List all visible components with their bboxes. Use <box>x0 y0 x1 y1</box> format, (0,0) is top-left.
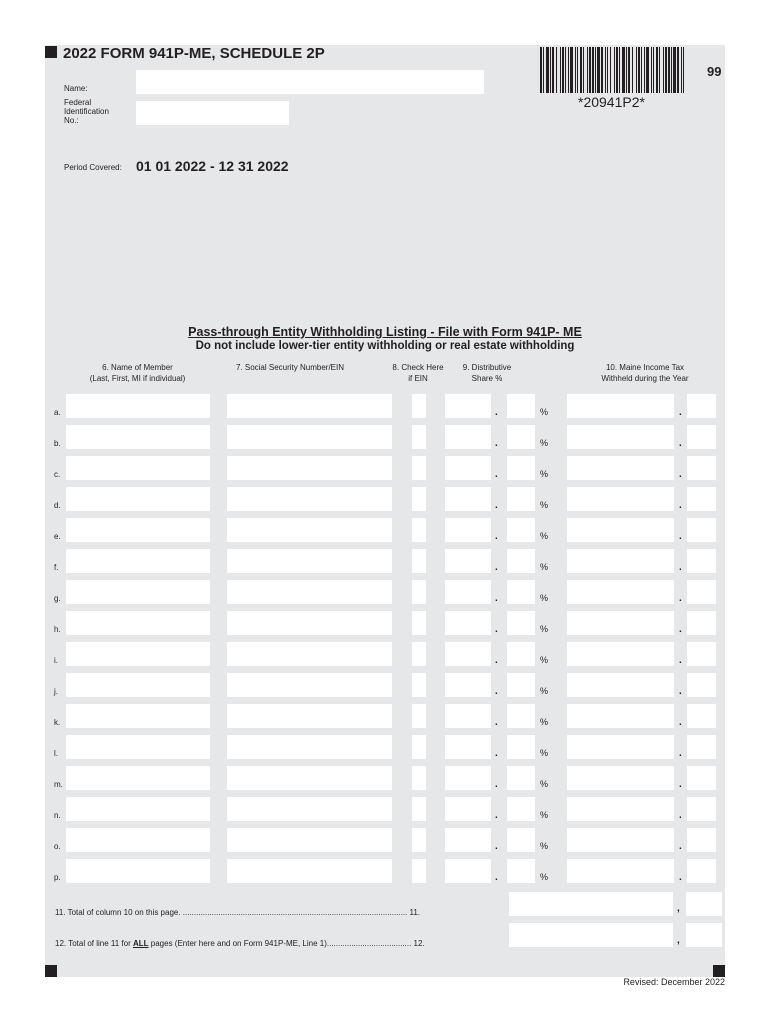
ssn-ein-field[interactable] <box>227 673 392 697</box>
barcode-bar <box>540 47 542 93</box>
line-11-label: 11. Total of column 10 on this page. ..................................................................................................... 11. <box>55 908 421 917</box>
barcode-bar <box>587 47 588 93</box>
barcode-bar <box>568 47 569 93</box>
ssn-ein-field[interactable] <box>227 456 392 480</box>
withheld-dollars-field[interactable] <box>567 425 674 449</box>
withheld-cents-field[interactable] <box>687 518 716 542</box>
withheld-cents-field[interactable] <box>687 735 716 759</box>
table-row <box>0 673 770 699</box>
percent-sign: % <box>540 407 549 417</box>
table-row <box>0 859 770 885</box>
withheld-decimal-point: . <box>679 531 682 542</box>
barcode-bar <box>550 47 551 93</box>
barcode-bar <box>589 47 591 93</box>
percent-sign: % <box>540 562 549 572</box>
withheld-dollars-field[interactable] <box>567 518 674 542</box>
share-decimal-point: . <box>495 438 498 449</box>
share-fraction-field[interactable] <box>507 487 535 511</box>
withheld-cents-field[interactable] <box>687 766 716 790</box>
barcode-bar <box>556 47 557 93</box>
registration-mark-bottom-right <box>713 965 725 977</box>
member-name-field[interactable] <box>66 611 210 635</box>
withheld-decimal-point: . <box>679 748 682 759</box>
share-whole-field[interactable] <box>445 580 491 604</box>
withheld-dollars-field[interactable] <box>567 642 674 666</box>
percent-sign: % <box>540 624 549 634</box>
withheld-decimal-point: . <box>679 872 682 883</box>
barcode-bar <box>601 47 603 93</box>
share-decimal-point: . <box>495 531 498 542</box>
member-name-field[interactable] <box>66 549 210 573</box>
row-letter: g. <box>54 594 61 603</box>
barcode-bar <box>614 47 615 93</box>
line-12-suffix: pages (Enter here and on Form 941P-ME, Line 1)...................................... 12. <box>148 939 425 948</box>
barcode-bar <box>543 47 544 93</box>
ssn-ein-field[interactable] <box>227 704 392 728</box>
fein-label <box>64 98 109 125</box>
percent-sign: % <box>540 810 549 820</box>
table-row <box>0 456 770 482</box>
share-decimal-point: . <box>495 500 498 511</box>
share-decimal-point: . <box>495 562 498 573</box>
share-fraction-field[interactable] <box>507 642 535 666</box>
share-whole-field[interactable] <box>445 735 491 759</box>
share-fraction-field[interactable] <box>507 456 535 480</box>
withheld-dollars-field[interactable] <box>567 673 674 697</box>
line-12-prefix: 12. Total of line 11 for <box>55 939 133 948</box>
withheld-decimal-point: . <box>679 407 682 418</box>
withheld-cents-field[interactable] <box>687 580 716 604</box>
row-letter: a. <box>54 408 61 417</box>
row-letter: p. <box>54 873 61 882</box>
barcode-bar <box>605 47 606 93</box>
row-letter: e. <box>54 532 61 541</box>
fein-label-line2: Identification <box>64 107 109 116</box>
name-label: Name: <box>64 84 88 93</box>
ssn-ein-field[interactable] <box>227 611 392 635</box>
barcode-bar <box>595 47 596 93</box>
share-fraction-field[interactable] <box>507 735 535 759</box>
member-name-field[interactable] <box>66 704 210 728</box>
barcode-bar <box>575 47 576 93</box>
withheld-dollars-field[interactable] <box>567 456 674 480</box>
line-11-dollars-field[interactable] <box>509 892 673 916</box>
barcode-bar <box>560 47 561 93</box>
percent-sign: % <box>540 779 549 789</box>
barcode-bar <box>565 47 566 93</box>
share-decimal-point: . <box>495 655 498 666</box>
share-fraction-field[interactable] <box>507 580 535 604</box>
member-name-field[interactable] <box>66 673 210 697</box>
table-row <box>0 580 770 606</box>
barcode-bar <box>671 47 672 93</box>
column-9-title: 9. Distributive <box>462 363 512 372</box>
table-row <box>0 487 770 513</box>
withheld-dollars-field[interactable] <box>567 580 674 604</box>
member-name-field[interactable] <box>66 425 210 449</box>
barcode-bar <box>632 47 633 93</box>
barcode-bar <box>646 47 649 93</box>
withheld-dollars-field[interactable] <box>567 859 674 883</box>
barcode-bar <box>659 47 660 93</box>
period-covered-label: Period Covered: <box>64 163 122 172</box>
barcode-bar <box>622 47 625 93</box>
withheld-cents-field[interactable] <box>687 549 716 573</box>
withheld-cents-field[interactable] <box>687 487 716 511</box>
share-fraction-field[interactable] <box>507 828 535 852</box>
withheld-dollars-field[interactable] <box>567 797 674 821</box>
member-name-field[interactable] <box>66 580 210 604</box>
barcode-bar <box>656 47 658 93</box>
column-8-header <box>387 362 449 384</box>
withheld-decimal-point: . <box>679 593 682 604</box>
row-letter: c. <box>54 470 61 479</box>
column-6-header <box>70 362 205 384</box>
barcode-bar <box>638 47 640 93</box>
ein-checkbox[interactable] <box>412 704 426 728</box>
percent-sign: % <box>540 655 549 665</box>
share-fraction-field[interactable] <box>507 797 535 821</box>
withheld-decimal-point: . <box>679 717 682 728</box>
fein-label-line3: No.: <box>64 116 79 125</box>
percent-sign: % <box>540 686 549 696</box>
ein-checkbox[interactable] <box>412 611 426 635</box>
table-row <box>0 704 770 730</box>
percent-sign: % <box>540 841 549 851</box>
table-row <box>0 828 770 854</box>
period-covered-value: 01 01 2022 - 12 31 2022 <box>136 158 289 174</box>
withheld-decimal-point: . <box>679 779 682 790</box>
barcode-text: *20941P2* <box>578 94 645 110</box>
row-letter: l. <box>54 749 58 758</box>
ein-checkbox[interactable] <box>412 735 426 759</box>
ssn-ein-field[interactable] <box>227 425 392 449</box>
line-12-decimal: , <box>677 935 680 946</box>
barcode-bar <box>651 47 652 93</box>
member-name-field[interactable] <box>66 487 210 511</box>
share-whole-field[interactable] <box>445 611 491 635</box>
withheld-cents-field[interactable] <box>687 642 716 666</box>
line-11-cents-field[interactable] <box>686 892 722 916</box>
name-field[interactable] <box>136 70 484 94</box>
column-10-subtitle: Withheld during the Year <box>601 374 689 383</box>
ssn-ein-field[interactable] <box>227 580 392 604</box>
table-row <box>0 425 770 451</box>
share-decimal-point: . <box>495 748 498 759</box>
listing-subtitle: Do not include lower-tier entity withholding or real estate withholding <box>195 340 575 352</box>
ssn-ein-field[interactable] <box>227 518 392 542</box>
page-code: 99 <box>707 64 722 79</box>
row-letter: j. <box>54 687 58 696</box>
row-letter: b. <box>54 439 61 448</box>
ein-checkbox[interactable] <box>412 797 426 821</box>
ein-checkbox[interactable] <box>412 518 426 542</box>
percent-sign: % <box>540 531 549 541</box>
ein-checkbox[interactable] <box>412 549 426 573</box>
share-decimal-point: . <box>495 686 498 697</box>
table-row <box>0 549 770 575</box>
barcode-bar <box>683 47 684 93</box>
share-whole-field[interactable] <box>445 797 491 821</box>
share-whole-field[interactable] <box>445 673 491 697</box>
row-letter: d. <box>54 501 61 510</box>
line-12-cents-field[interactable] <box>686 923 722 947</box>
barcode-bar <box>607 47 608 93</box>
line-11-decimal: , <box>677 903 680 914</box>
table-row <box>0 766 770 792</box>
barcode-bar <box>592 47 594 93</box>
share-decimal-point: . <box>495 407 498 418</box>
barcode-bar <box>641 47 642 93</box>
barcode-bar <box>562 47 564 93</box>
row-letter: o. <box>54 842 61 851</box>
barcode-bar <box>583 47 584 93</box>
column-8-subtitle: if EIN <box>408 374 428 383</box>
listing-title: Pass-through Entity Withholding Listing - File with Form 941P- ME <box>188 325 582 339</box>
share-whole-field[interactable] <box>445 766 491 790</box>
withheld-dollars-field[interactable] <box>567 704 674 728</box>
percent-sign: % <box>540 593 549 603</box>
ssn-ein-field[interactable] <box>227 828 392 852</box>
row-letter: k. <box>54 718 61 727</box>
barcode-bar <box>673 47 676 93</box>
withheld-cents-field[interactable] <box>687 456 716 480</box>
ssn-ein-field[interactable] <box>227 859 392 883</box>
ein-checkbox[interactable] <box>412 766 426 790</box>
share-decimal-point: . <box>495 624 498 635</box>
share-whole-field[interactable] <box>445 518 491 542</box>
row-letter: n. <box>54 811 61 820</box>
withheld-dollars-field[interactable] <box>567 735 674 759</box>
share-fraction-field[interactable] <box>507 549 535 573</box>
ein-checkbox[interactable] <box>412 487 426 511</box>
ein-checkbox[interactable] <box>412 394 426 418</box>
column-8-title: 8. Check Here <box>392 363 444 372</box>
barcode-bar <box>677 47 679 93</box>
share-fraction-field[interactable] <box>507 611 535 635</box>
share-decimal-point: . <box>495 841 498 852</box>
column-9-subtitle: Share % <box>471 374 503 383</box>
ein-checkbox[interactable] <box>412 456 426 480</box>
share-fraction-field[interactable] <box>507 394 535 418</box>
withheld-cents-field[interactable] <box>687 859 716 883</box>
ein-checkbox[interactable] <box>412 580 426 604</box>
ein-checkbox[interactable] <box>412 642 426 666</box>
withheld-decimal-point: . <box>679 562 682 573</box>
form-title: 2022 FORM 941P-ME, SCHEDULE 2P <box>63 45 325 62</box>
barcode-bar <box>546 47 549 93</box>
ssn-ein-field[interactable] <box>227 394 392 418</box>
column-6-subtitle: (Last, First, MI if individual) <box>89 374 186 383</box>
ein-checkbox[interactable] <box>412 828 426 852</box>
percent-sign: % <box>540 872 549 882</box>
barcode-bar <box>619 47 620 93</box>
barcode-bar <box>665 47 667 93</box>
member-name-field[interactable] <box>66 735 210 759</box>
row-letter: i. <box>54 656 58 665</box>
ein-checkbox[interactable] <box>412 425 426 449</box>
percent-sign: % <box>540 717 549 727</box>
share-fraction-field[interactable] <box>507 766 535 790</box>
barcode-bar <box>626 47 627 93</box>
column-7-title: 7. Social Security Number/EIN <box>235 363 345 372</box>
column-7-header <box>225 362 355 373</box>
withheld-decimal-point: . <box>679 624 682 635</box>
share-whole-field[interactable] <box>445 487 491 511</box>
table-row <box>0 394 770 420</box>
barcode-bar <box>644 47 645 93</box>
share-whole-field[interactable] <box>445 642 491 666</box>
share-decimal-point: . <box>495 593 498 604</box>
percent-sign: % <box>540 469 549 479</box>
ssn-ein-field[interactable] <box>227 766 392 790</box>
withheld-decimal-point: . <box>679 841 682 852</box>
line-12-all-emphasis: ALL <box>132 939 149 948</box>
share-fraction-field[interactable] <box>507 673 535 697</box>
table-row <box>0 518 770 544</box>
withheld-dollars-field[interactable] <box>567 394 674 418</box>
withheld-dollars-field[interactable] <box>567 487 674 511</box>
share-whole-field[interactable] <box>445 828 491 852</box>
barcode-bar <box>681 47 682 93</box>
share-whole-field[interactable] <box>445 456 491 480</box>
withheld-dollars-field[interactable] <box>567 611 674 635</box>
barcode-bar <box>616 47 618 93</box>
share-decimal-point: . <box>495 872 498 883</box>
withheld-decimal-point: . <box>679 686 682 697</box>
ssn-ein-field[interactable] <box>227 487 392 511</box>
barcode-bar <box>570 47 573 93</box>
barcode-bar <box>597 47 600 93</box>
barcode-bar <box>628 47 630 93</box>
member-name-field[interactable] <box>66 766 210 790</box>
withheld-cents-field[interactable] <box>687 394 716 418</box>
barcode-bar <box>663 47 664 93</box>
listing-heading <box>0 325 770 352</box>
ssn-ein-field[interactable] <box>227 797 392 821</box>
withheld-cents-field[interactable] <box>687 797 716 821</box>
barcode <box>540 47 687 93</box>
withheld-cents-field[interactable] <box>687 704 716 728</box>
member-name-field[interactable] <box>66 828 210 852</box>
registration-mark-bottom-left <box>45 965 57 977</box>
table-row <box>0 611 770 637</box>
ein-checkbox[interactable] <box>412 859 426 883</box>
share-whole-field[interactable] <box>445 549 491 573</box>
share-whole-field[interactable] <box>445 859 491 883</box>
barcode-bar <box>580 47 582 93</box>
table-row <box>0 735 770 761</box>
row-letter: h. <box>54 625 61 634</box>
member-name-field[interactable] <box>66 456 210 480</box>
percent-sign: % <box>540 500 549 510</box>
percent-sign: % <box>540 438 549 448</box>
barcode-bar <box>653 47 654 93</box>
barcode-bar <box>636 47 637 93</box>
fein-field[interactable] <box>136 101 289 125</box>
withheld-dollars-field[interactable] <box>567 766 674 790</box>
share-whole-field[interactable] <box>445 394 491 418</box>
barcode-bar <box>577 47 578 93</box>
row-letter: m. <box>54 780 63 789</box>
revision-date: Revised: December 2022 <box>623 977 725 987</box>
ssn-ein-field[interactable] <box>227 549 392 573</box>
share-decimal-point: . <box>495 779 498 790</box>
line-12-label <box>55 939 425 948</box>
withheld-cents-field[interactable] <box>687 673 716 697</box>
share-fraction-field[interactable] <box>507 518 535 542</box>
withheld-dollars-field[interactable] <box>567 549 674 573</box>
line-12-dollars-field[interactable] <box>509 923 673 947</box>
withheld-cents-field[interactable] <box>687 828 716 852</box>
share-fraction-field[interactable] <box>507 425 535 449</box>
column-9-header <box>456 362 518 384</box>
member-name-field[interactable] <box>66 518 210 542</box>
column-10-header <box>585 362 705 384</box>
share-fraction-field[interactable] <box>507 704 535 728</box>
table-row <box>0 642 770 668</box>
member-name-field[interactable] <box>66 642 210 666</box>
percent-sign: % <box>540 748 549 758</box>
ssn-ein-field[interactable] <box>227 642 392 666</box>
registration-mark-top-left <box>45 46 57 58</box>
withheld-decimal-point: . <box>679 438 682 449</box>
table-row <box>0 797 770 823</box>
withheld-cents-field[interactable] <box>687 425 716 449</box>
withheld-decimal-point: . <box>679 810 682 821</box>
withheld-cents-field[interactable] <box>687 611 716 635</box>
withheld-decimal-point: . <box>679 655 682 666</box>
member-name-field[interactable] <box>66 797 210 821</box>
ssn-ein-field[interactable] <box>227 735 392 759</box>
column-10-title: 10. Maine Income Tax <box>605 363 685 372</box>
member-name-field[interactable] <box>66 394 210 418</box>
barcode-bar <box>552 47 554 93</box>
withheld-dollars-field[interactable] <box>567 828 674 852</box>
share-decimal-point: . <box>495 810 498 821</box>
barcode-bar <box>668 47 670 93</box>
column-6-title: 6. Name of Member <box>102 363 173 372</box>
fein-label-line1: Federal <box>64 98 92 107</box>
share-fraction-field[interactable] <box>507 859 535 883</box>
share-whole-field[interactable] <box>445 704 491 728</box>
member-name-field[interactable] <box>66 859 210 883</box>
share-whole-field[interactable] <box>445 425 491 449</box>
barcode-bar <box>610 47 611 93</box>
share-decimal-point: . <box>495 469 498 480</box>
withheld-decimal-point: . <box>679 469 682 480</box>
ein-checkbox[interactable] <box>412 673 426 697</box>
withheld-decimal-point: . <box>679 500 682 511</box>
row-letter: f. <box>54 563 59 572</box>
share-decimal-point: . <box>495 717 498 728</box>
